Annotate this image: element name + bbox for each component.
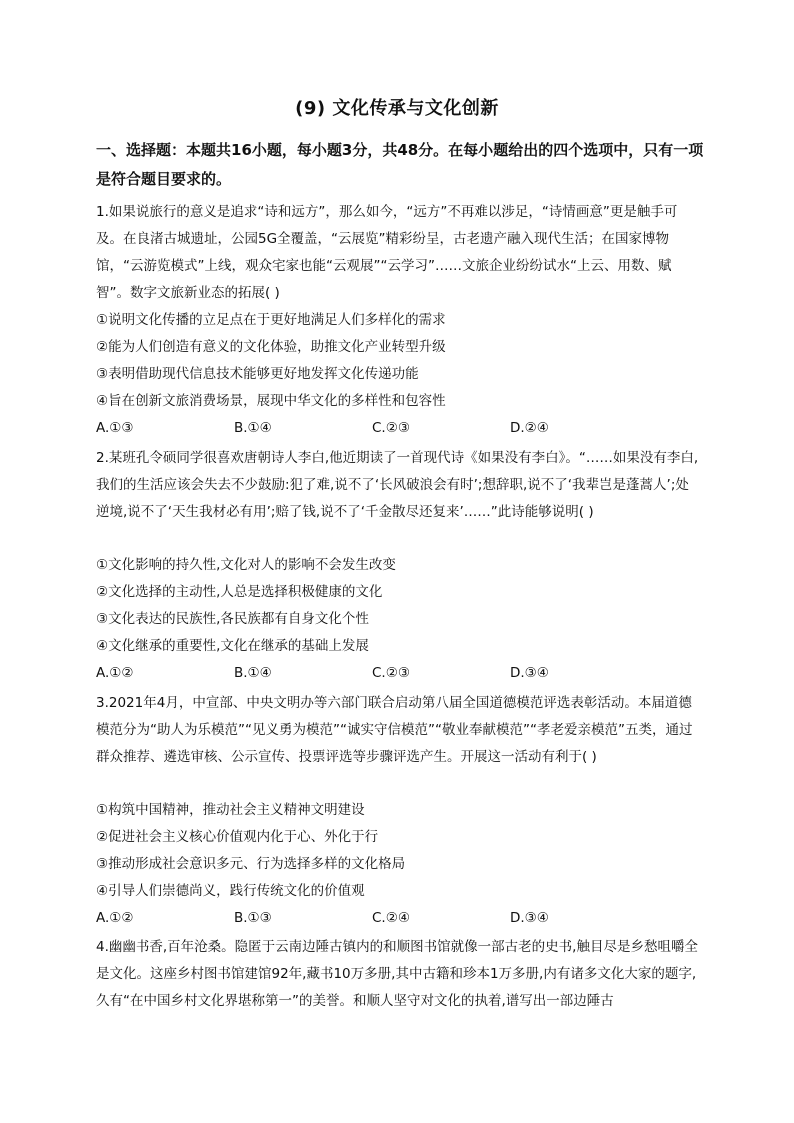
question-1-stem: 1.如果说旅行的意义是追求“诗和远方”，那么如今，“远方”不再难以涉足，“诗情画意”更是触手可及。在良渚古城遗址，公园5G全覆盖，“云展览”精彩纷呈，古老遗产融入现代生活；在国家博物馆，“云游览模式”上线，观众宅家也能“云观展”“云学习”……文旅企业纷纷试水“上云、用数、赋智”。数字文旅新业态的拓展( ) xyxy=(96,204,678,301)
question-2-option-d: D.③④ xyxy=(510,665,549,681)
question-1-option-c: C.②③ xyxy=(372,420,410,436)
question-1-option-b: B.①④ xyxy=(234,420,272,436)
question-1-statement-1: ①说明文化传播的立足点在于更好地满足人们多样化的需求 xyxy=(96,312,446,328)
question-3-statement-2: ②促进社会主义核心价值观内化于心、外化于行 xyxy=(96,829,379,845)
question-2-statement-4: ④文化继承的重要性,文化在继承的基础上发展 xyxy=(96,638,369,654)
question-3-option-d: D.③④ xyxy=(510,910,549,926)
question-1-statement-4: ④旨在创新文旅消费场景，展现中华文化的多样性和包容性 xyxy=(96,393,446,409)
question-1-statement-3: ③表明借助现代信息技术能够更好地发挥文化传递功能 xyxy=(96,366,419,382)
question-4-stem: 4.幽幽书香,百年沧桑。隐匿于云南边陲古镇内的和顺图书馆就像一部古老的史书,触目尽是乡愁咀嚼全是文化。这座乡村图书馆建馆92年,藏书10万多册,其中古籍和珍本1万多册,内有诸多文化大家的题字,久有“在中国乡村文化界堪称第一”的美誉。和顺人坚守对文化的执着,谱写出一部边陲古 xyxy=(96,939,698,1009)
question-3-statement-1: ①构筑中国精神，推动社会主义精神文明建设 xyxy=(96,802,365,818)
question-2-option-c: C.②③ xyxy=(372,665,410,681)
question-1-statement-2: ②能为人们创造有意义的文化体验，助推文化产业转型升级 xyxy=(96,339,446,355)
question-1-option-a: A.①③ xyxy=(96,420,134,436)
question-2-statement-3: ③文化表达的民族性,各民族都有自身文化个性 xyxy=(96,611,369,627)
page-title: (9) 文化传承与文化创新 xyxy=(295,98,499,119)
section-header: 一、选择题：本题共16小题，每小题3分，共48分。在每小题给出的四个选项中，只有一项是符合题目要求的。 xyxy=(96,141,704,188)
question-3-option-b: B.①③ xyxy=(234,910,272,926)
question-1-option-d: D.②④ xyxy=(510,420,549,436)
question-3-statement-3: ③推动形成社会意识多元、行为选择多样的文化格局 xyxy=(96,856,406,872)
question-3-stem: 3.2021年4月，中宣部、中央文明办等六部门联合启动第八届全国道德模范评选表彰活动。本届道德模范分为“助人为乐模范”“见义勇为模范”“诚实守信模范”“敬业奉献模范”“孝老爱亲模范”五类，通过群众推荐、遴选审核、公示宣传、投票评选等步骤评选产生。开展这一活动有利于( ) xyxy=(96,695,693,765)
question-3-option-a: A.①② xyxy=(96,910,134,926)
question-2-statement-2: ②文化选择的主动性,人总是选择积极健康的文化 xyxy=(96,584,383,600)
question-2-option-b: B.①④ xyxy=(234,665,272,681)
question-2-stem: 2.某班孔令硕同学很喜欢唐朝诗人李白,他近期读了一首现代诗《如果没有李白》。“……如果没有李白,我们的生活应该会失去不少鼓励:犯了难,说不了‘长风破浪会有时’;想辞职,说不了‘我辈岂是蓬蒿人’;处逆境,说不了‘天生我材必有用’;赔了钱,说不了‘千金散尽还复来’……”此诗能够说明( ) xyxy=(96,450,699,520)
question-3-option-c: C.②④ xyxy=(372,910,410,926)
question-2-statement-1: ①文化影响的持久性,文化对人的影响不会发生改变 xyxy=(96,557,396,573)
question-2-option-a: A.①② xyxy=(96,665,134,681)
question-3-statement-4: ④引导人们崇德尚义，践行传统文化的价值观 xyxy=(96,883,365,899)
